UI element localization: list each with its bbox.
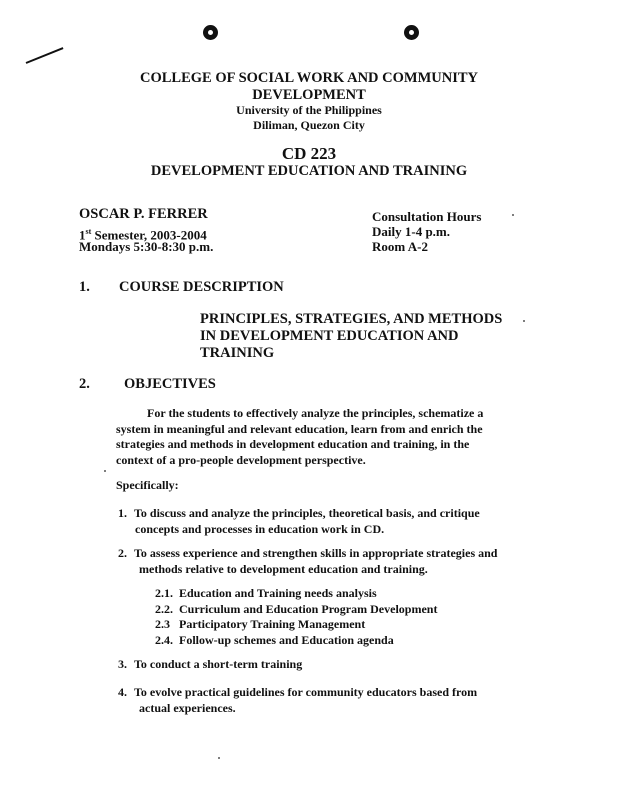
university-name: University of the Philippines: [236, 103, 382, 117]
semester-number: 1: [79, 227, 86, 243]
speck: [512, 214, 514, 216]
specifically-label: Specifically:: [116, 478, 179, 492]
objective-number: 2.: [118, 546, 127, 560]
punch-hole-left: [203, 25, 218, 40]
subitems-list: [155, 586, 437, 648]
semester-text: Semester, 2003-2004: [91, 227, 207, 243]
speck: [218, 757, 220, 759]
objective-text: methods relative to development education and training.: [139, 561, 428, 576]
objective-text: To evolve practical guidelines for community educators based from: [134, 685, 478, 699]
course-title: DEVELOPMENT EDUCATION AND TRAINING: [150, 163, 468, 179]
subitem-text: Follow-up schemes and Education agenda: [179, 632, 394, 647]
class-schedule: Mondays 5:30-8:30 p.m.: [79, 239, 214, 254]
objective-number: 1.: [118, 506, 127, 520]
course-description: [200, 311, 502, 362]
section-2-heading: OBJECTIVES: [124, 376, 216, 392]
pen-mark: [26, 47, 64, 64]
section-2-number: 2.: [79, 376, 90, 392]
university-block: [0, 103, 618, 133]
paragraph-line: strategies and methods in development education and training, in the: [116, 437, 470, 451]
description-line: IN DEVELOPMENT EDUCATION AND: [200, 328, 459, 344]
paragraph-line: For the students to effectively analyze the principles, schematize a: [147, 406, 484, 420]
subitem-number: 2.1.: [155, 586, 173, 600]
consultation-time: Daily 1-4 p.m.: [372, 224, 450, 239]
objective-text: actual experiences.: [139, 700, 236, 715]
objective-item-1: [118, 506, 480, 537]
subitem: [155, 586, 437, 602]
course-code: CD 223: [281, 144, 337, 163]
objective-text: To discuss and analyze the principles, theoretical basis, and critique: [134, 506, 480, 520]
objective-text: concepts and processes in education work in CD.: [135, 521, 385, 536]
consultation-label: Consultation Hours: [372, 209, 482, 224]
subitem-text: Curriculum and Education Program Development: [179, 601, 438, 616]
college-line-2: DEVELOPMENT: [252, 87, 366, 103]
objective-item-4: [118, 685, 477, 716]
semester-superscript: st: [85, 227, 92, 236]
objectives-paragraph: [116, 406, 483, 468]
paragraph-line: context of a pro-people development perspective.: [116, 452, 366, 467]
section-1-number: 1.: [79, 279, 90, 295]
objective-item-3: [118, 657, 302, 673]
instructor-name: OSCAR P. FERRER: [79, 206, 208, 222]
objective-item-2: [118, 546, 497, 577]
subitem-number: 2.3: [155, 617, 170, 631]
subitem: [155, 633, 437, 649]
college-name: [0, 70, 618, 104]
objective-text: To assess experience and strengthen skills in appropriate strategies and: [134, 546, 498, 560]
subitem-text: Participatory Training Management: [179, 617, 366, 631]
description-line: PRINCIPLES, STRATEGIES, AND METHODS: [200, 311, 503, 327]
paragraph-line: system in meaningful and relevant education, learn from and enrich the: [116, 421, 483, 436]
speck: [523, 320, 525, 322]
description-line: TRAINING: [200, 345, 275, 361]
college-line-1: COLLEGE OF SOCIAL WORK AND COMMUNITY: [140, 70, 478, 86]
punch-hole-right: [404, 25, 419, 40]
speck: [104, 470, 106, 472]
objective-number: 4.: [118, 685, 127, 699]
subitem-number: 2.4.: [155, 632, 173, 647]
university-location: Diliman, Quezon City: [253, 118, 365, 132]
subitem: [155, 617, 437, 633]
subitem-text: Education and Training needs analysis: [179, 586, 377, 600]
subitem-number: 2.2.: [155, 601, 173, 616]
objective-text: To conduct a short-term training: [134, 657, 303, 671]
section-1-heading: COURSE DESCRIPTION: [119, 279, 284, 295]
objective-number: 3.: [118, 657, 127, 671]
subitem: [155, 602, 437, 618]
consultation-room: Room A-2: [372, 239, 428, 254]
